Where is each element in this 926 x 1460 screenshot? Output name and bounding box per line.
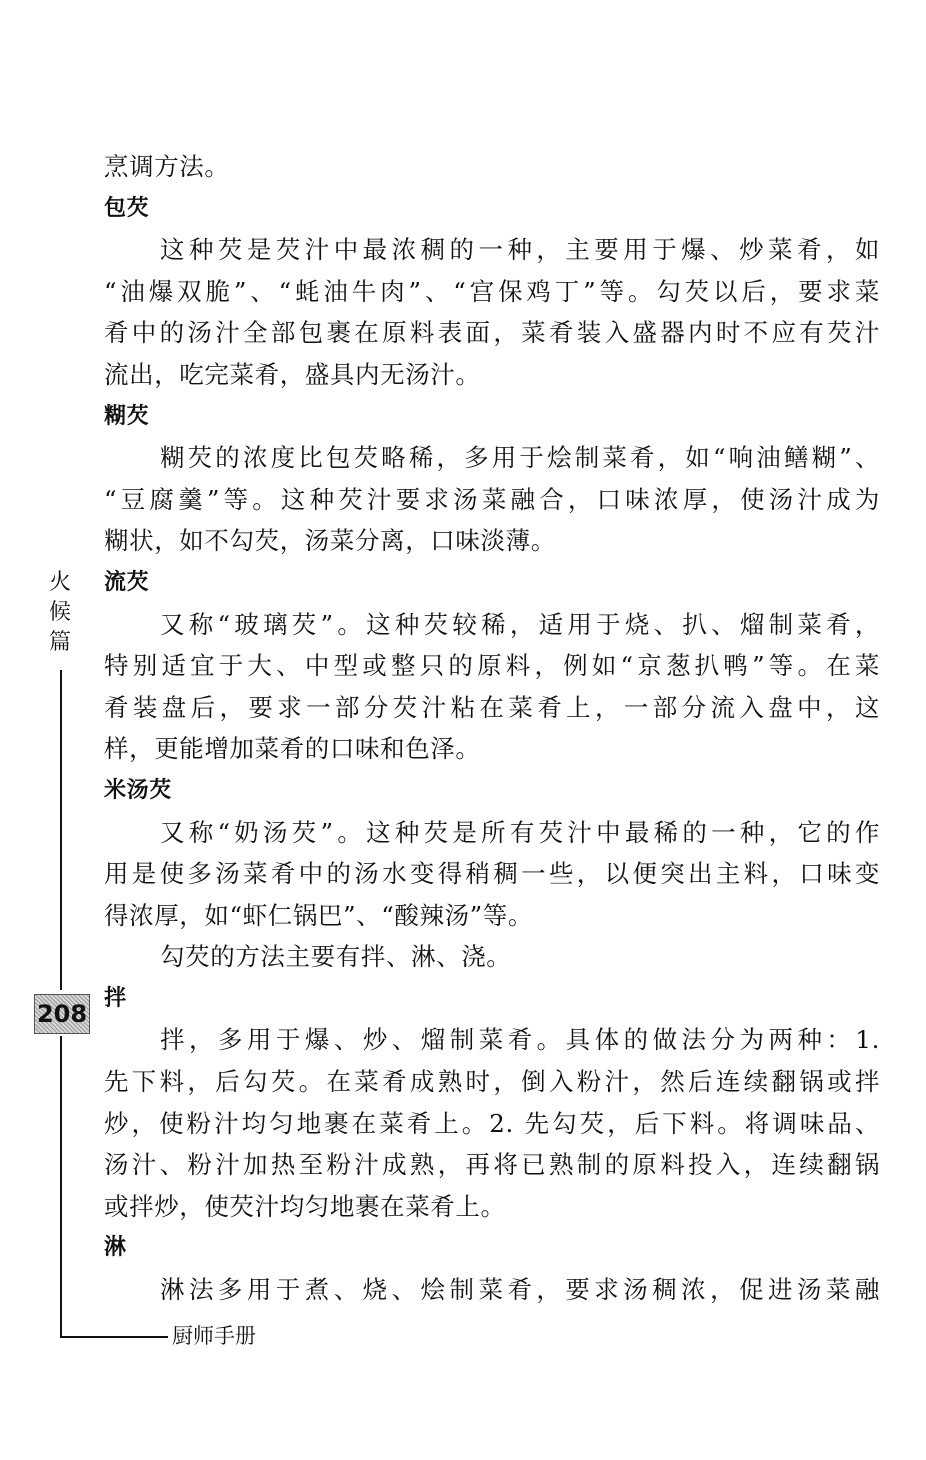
text-line: 或拌炒，使芡汁均匀地裹在菜肴上。 <box>104 1191 506 1221</box>
text-line: 烹调方法。 <box>104 152 230 181</box>
text-line: 流出，吃完菜肴，盛具内无汤汁。 <box>104 359 481 389</box>
section-heading: 流芡 <box>104 569 150 595</box>
text-line: 淋法多用于煮、烧、烩制菜肴，要求汤稠浓，促进汤菜融 <box>160 1275 880 1305</box>
text-line: 炒，使粉汁均匀地裹在菜肴上。2. 先勾芡，后下料。将调味品、 <box>104 1108 880 1138</box>
text-line: 糊芡的浓度比包芡略稀，多用于烩制菜肴，如“响油鳝糊”、 <box>160 443 880 473</box>
text-line: 又称“玻璃芡”。这种芡较稀，适用于烧、扒、熘制菜肴， <box>160 609 880 639</box>
text-line: 肴装盘后，要求一部分芡汁粘在菜肴上，一部分流入盘中，这 <box>104 692 880 722</box>
text-line: “豆腐羹”等。这种芡汁要求汤菜融合，口味浓厚，使汤汁成为 <box>104 484 880 514</box>
section-tab <box>46 568 74 658</box>
section-heading: 包芡 <box>104 195 150 221</box>
margin-rule-upper <box>60 670 62 990</box>
text-line: “油爆双脆”、“蚝油牛肉”、“宫保鸡丁”等。勾芡以后，要求菜 <box>104 276 880 306</box>
section-heading: 淋 <box>104 1235 127 1261</box>
text-line: 肴中的汤汁全部包裹在原料表面，菜肴装入盛器内时不应有芡汁 <box>104 318 880 348</box>
text-line: 拌，多用于爆、炒、熘制菜肴。具体的做法分为两种：1. <box>160 1025 880 1055</box>
section-tab-char: 火 <box>48 570 71 595</box>
text-line: 特别适宜于大、中型或整只的原料，例如“京葱扒鸭”等。在菜 <box>104 651 880 681</box>
section-heading: 拌 <box>104 985 127 1011</box>
section-heading: 糊芡 <box>104 403 150 429</box>
text-line: 勾芡的方法主要有拌、淋、浇。 <box>160 942 512 972</box>
page-number: 208 <box>34 994 90 1034</box>
text-line: 用是使多汤菜肴中的汤水变得稍稠一些，以便突出主料，口味变 <box>104 859 880 889</box>
footer-book-title: 厨师手册 <box>172 1324 256 1348</box>
section-tab-char: 候 <box>48 600 71 625</box>
footer-rule <box>60 1336 168 1338</box>
margin-rule-lower <box>60 1036 62 1336</box>
section-tab-char: 篇 <box>48 630 71 655</box>
text-line: 又称“奶汤芡”。这种芡是所有芡汁中最稀的一种，它的作 <box>160 817 880 847</box>
text-line: 样，更能增加菜肴的口味和色泽。 <box>104 734 481 764</box>
text-line: 这种芡是芡汁中最浓稠的一种，主要用于爆、炒菜肴，如 <box>160 235 880 265</box>
text-line: 糊状，如不勾芡，汤菜分离，口味淡薄。 <box>104 526 556 556</box>
body-text <box>104 146 880 1311</box>
section-heading: 米汤芡 <box>104 777 172 803</box>
text-line: 先下料，后勾芡。在菜肴成熟时，倒入粉汁，然后连续翻锅或拌 <box>104 1067 880 1097</box>
text-line: 汤汁、粉汁加热至粉汁成熟，再将已熟制的原料投入，连续翻锅 <box>104 1150 880 1180</box>
text-line: 得浓厚，如“虾仁锅巴”、“酸辣汤”等。 <box>104 900 533 930</box>
